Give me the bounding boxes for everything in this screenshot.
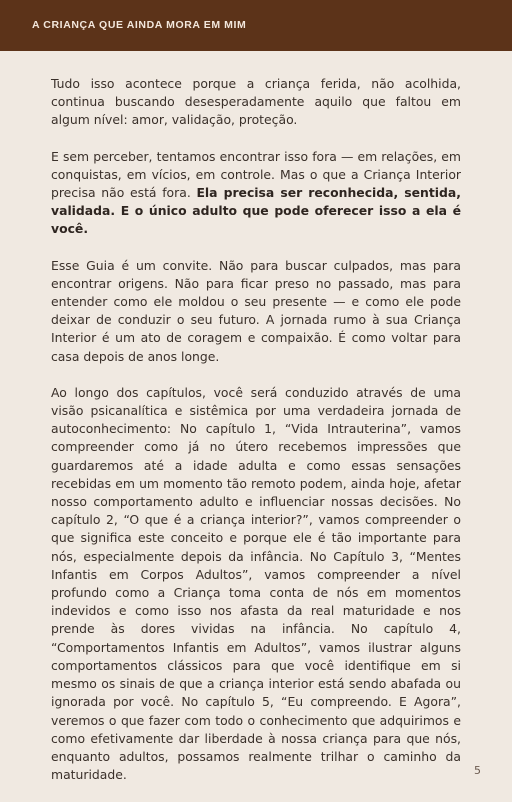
body-text bbox=[51, 75, 461, 802]
paragraph-3: Esse Guia é um convite. Não para buscar culpados, mas para encontrar origens. Não para ficar preso no passado, mas para entender como ele moldou o seu presente — e como ele pode deixar de conduzir o seu futuro. A jornada rumo à sua Criança Interior é um ato de coragem e compaixão. É como voltar para casa depois de anos longe. bbox=[51, 257, 461, 364]
paragraph-2: E sem perceber, tentamos encontrar isso fora — em relações, em conquistas, em vícios, em controle. Mas o que a Criança Interior precisa não está fora. Ela precisa ser reconhecida, sentida, validada. E o único adulto que pode oferecer isso a ela é você. bbox=[51, 148, 461, 237]
paragraph-2-emphasis: Ela precisa ser reconhecida, sentida, validada. E o único adulto que pode oferecer isso a ela é você. bbox=[51, 185, 461, 237]
paragraph-4: Ao longo dos capítulos, você será conduzido através de uma visão psicanalítica e sistêmica por uma verdadeira jornada de autoconhecimento: No capítulo 1, “Vida Intrauterina”, vamos compreender como já no útero recebemos impressões que guardaremos até a idade adulta e como essas sensações recebidas em um momento tão remoto podem, ainda hoje, afetar nosso comportamento adulto e influenciar nossas decisões. No capítulo 2, “O que é a criança interior?”, vamos compreender o que significa este conceito e porque ele é tão importante para nós, especialmente depois da infância. No Capítulo 3, “Mentes Infantis em Corpos Adultos”, vamos compreender a nível profundo como a Criança toma conta de nós em momentos indevidos e como isso nos afasta da real maturidade e nos prende às dores vividas na infância. No capítulo 4, “Comportamentos Infantis em Adultos”, vamos ilustrar alguns comportamentos clássicos para que você identifique em si mesmo os sinais de que a criança interior está sendo abafada ou ignorada por você. No capítulo 5, “Eu compreendo. E Agora”, veremos o que fazer com todo o conhecimento que adquirimos e como efetivamente dar liberdade à nossa criança para que nós, enquanto adultos, possamos realmente trilhar o caminho da maturidade. bbox=[51, 384, 461, 783]
page-number: 5 bbox=[474, 764, 481, 777]
paragraph-1: Tudo isso acontece porque a criança ferida, não acolhida, continua buscando desesperadamente aquilo que faltou em algum nível: amor, validação, proteção. bbox=[51, 76, 461, 128]
running-header bbox=[0, 0, 512, 51]
header-title: A CRIANÇA QUE AINDA MORA EM MIM bbox=[32, 19, 247, 31]
